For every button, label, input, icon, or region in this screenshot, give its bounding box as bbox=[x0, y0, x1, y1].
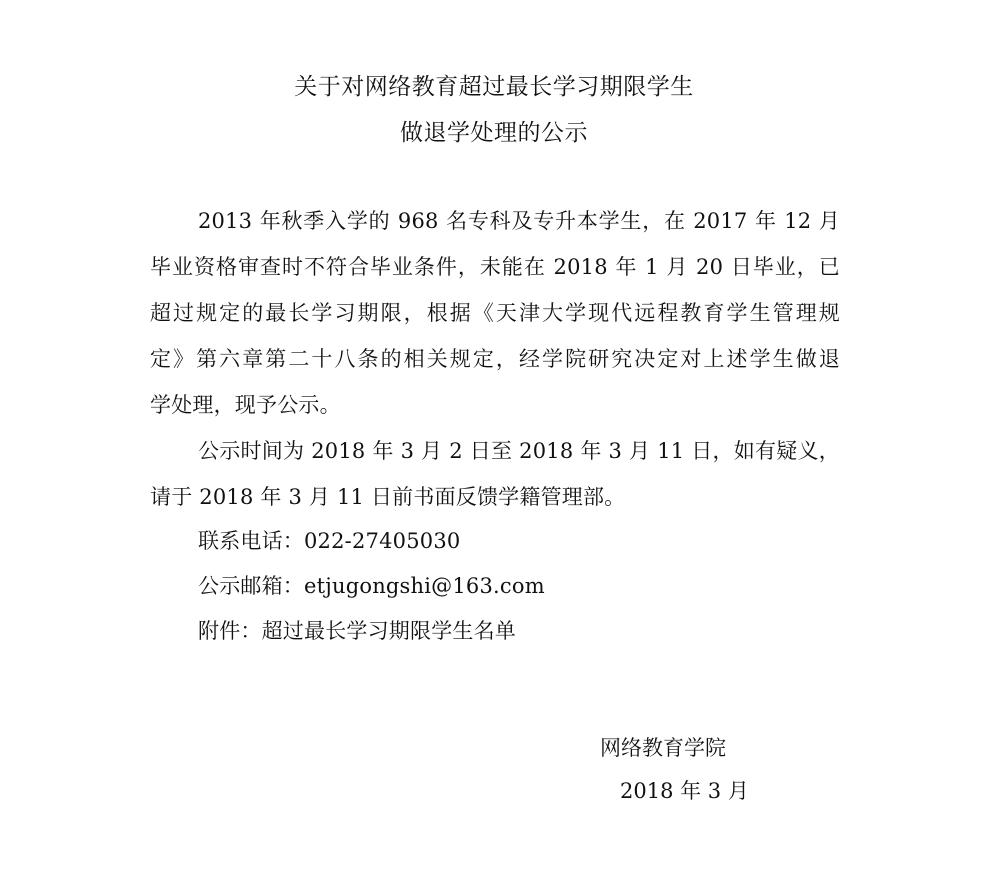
paragraph-1-line-3: 超过规定的最长学习期限，根据《天津大学现代远程教育学生管理规 bbox=[150, 301, 840, 325]
paragraph-1-line-1: 2013 年秋季入学的 968 名专科及专升本学生，在 2017 年 12 月 bbox=[198, 209, 840, 233]
notice-title-line-1: 关于对网络教育超过最长学习期限学生 bbox=[294, 74, 694, 100]
paragraph-2-line-1: 公示时间为 2018 年 3 月 2 日至 2018 年 3 月 11 日，如有疑义， bbox=[198, 439, 840, 463]
paragraph-1-line-4: 定》第六章第二十八条的相关规定，经学院研究决定对上述学生做退 bbox=[150, 347, 840, 371]
signature-date: 2018 年 3 月 bbox=[620, 779, 749, 803]
contact-email: 公示邮箱：etjugongshi@163.com bbox=[198, 574, 545, 598]
paragraph-2-line-2: 请于 2018 年 3 月 11 日前书面反馈学籍管理部。 bbox=[150, 485, 626, 509]
signature-organization: 网络教育学院 bbox=[600, 736, 726, 760]
notice-title-line-2: 做退学处理的公示 bbox=[400, 120, 588, 146]
attachment-line: 附件：超过最长学习期限学生名单 bbox=[198, 619, 516, 643]
paragraph-1-line-2: 毕业资格审查时不符合毕业条件，未能在 2018 年 1 月 20 日毕业，已 bbox=[150, 255, 840, 279]
paragraph-1-line-5: 学处理，现予公示。 bbox=[150, 393, 341, 417]
contact-phone: 联系电话：022-27405030 bbox=[198, 529, 461, 553]
